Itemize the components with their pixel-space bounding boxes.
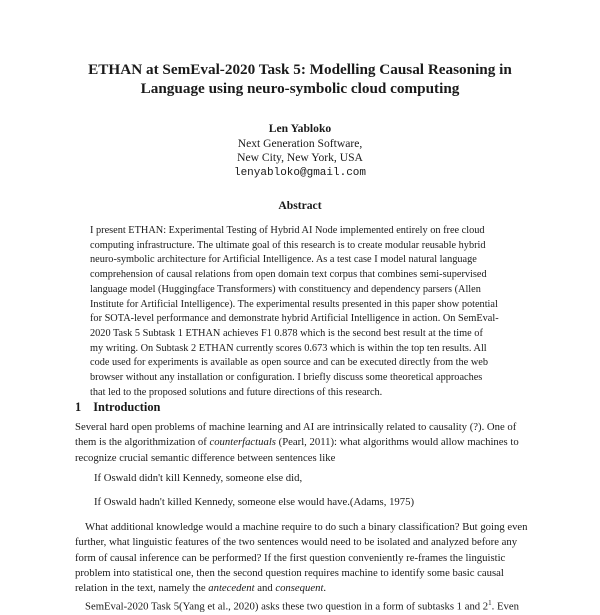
abstract-line: Institute for Artificial Intelligence). The experimental results presented in this paper show potential [90,298,498,310]
body-text-run: relation in the text, namely the [75,582,209,595]
intro-paragraph-2 [75,520,535,615]
body-line: recognize crucial semantic difference between sentences like [75,451,336,464]
author-email: lenyabloko@gmail.com [233,166,367,179]
body-text-run: . Even [491,601,519,614]
abstract-line: 2020 Task 5 Subtask 1 ETHAN achieves F1 0.878 which is the second best result at the time of [90,327,483,339]
body-text-run: (Pearl, 2011): what algorithms would allow machines to [275,436,519,449]
abstract-line: language model (Huggingface Transformers) with constituency and dependency parsers (Allen [90,283,481,295]
abstract-line: code used for experiments is available as open source and can be executed directly from the web [90,357,488,369]
body-line: further, what linguistic features of the two sentences would need to be isolated and analyzed before any [75,536,518,549]
abstract-line: that led to the proposed solutions and future directions of this research. [90,386,383,398]
body-line [75,581,535,596]
abstract-line: for SOTA-level performance and demonstrate hybrid Artificial Intelligence in action. On SemEval- [90,313,499,325]
body-text-run: them is the algorithmization of [75,436,210,449]
body-line: What additional knowledge would a machine require to do such a binary classification? But going even [85,521,528,533]
section-title: Introduction [93,400,161,414]
author-name: Len Yabloko [268,122,332,135]
author-block [100,122,500,180]
abstract-line: browser without any installation or configuration. I briefly discuss some theoretical approaches [90,372,483,384]
emphasis-consequent: consequent [275,582,324,595]
body-text-run: SemEval-2020 Task 5(Yang et al., 2020) asks these two question in a form of subtasks 1 and 2 [85,601,489,614]
abstract-line: my writing. On Subtask 2 ETHAN currently scores 0.673 which is within the top ten results. All [90,342,487,354]
intro-paragraph-1 [75,420,535,466]
body-line [75,435,535,450]
body-line: problem into statistical one, then the second question requires machine to identify some basic causal [75,566,504,579]
abstract-line: computing infrastructure. The ultimate goal of this research is to create modular reusable hybrid [90,239,486,251]
body-line: Several hard open problems of machine learning and AI are intrinsically related to causality (?). One of [75,421,517,433]
emphasis-antecedent: antecedent [208,582,255,595]
emphasis-counterfactuals: counterfactuals [209,436,276,449]
author-affiliation: Next Generation Software, [237,136,363,150]
abstract-line: neuro-symbolic architecture for Artificial Intelligence. As a test case I model natural language [90,254,477,266]
body-line [75,596,535,615]
paper-title [60,60,540,98]
body-text-run: . [323,582,327,595]
abstract-body [90,224,520,400]
section-heading-introduction [75,400,160,415]
abstract-line: comprehension of causal relations from open domain text corpus that combines semi-supervised [90,269,487,281]
title-line: Language using neuro-symbolic cloud computing [140,80,460,97]
example-sentence-2: If Oswald hadn't killed Kennedy, someone else would have.(Adams, 1975) [94,496,414,508]
author-location: New City, New York, USA [237,151,363,164]
body-text-run: and [254,582,276,595]
abstract-heading: Abstract [278,199,322,212]
footnote-marker: 1 [488,599,492,608]
title-line: ETHAN at SemEval-2020 Task 5: Modelling Causal Reasoning in [88,61,512,78]
section-number: 1 [75,400,82,414]
body-line: form of causal inference can be performed? If the first question conveniently re-frames the linguistic [75,551,506,564]
example-sentence-1: If Oswald didn't kill Kennedy, someone else did, [94,472,303,484]
abstract-line: I present ETHAN: Experimental Testing of Hybrid AI Node implemented entirely on free cloud [90,225,485,236]
